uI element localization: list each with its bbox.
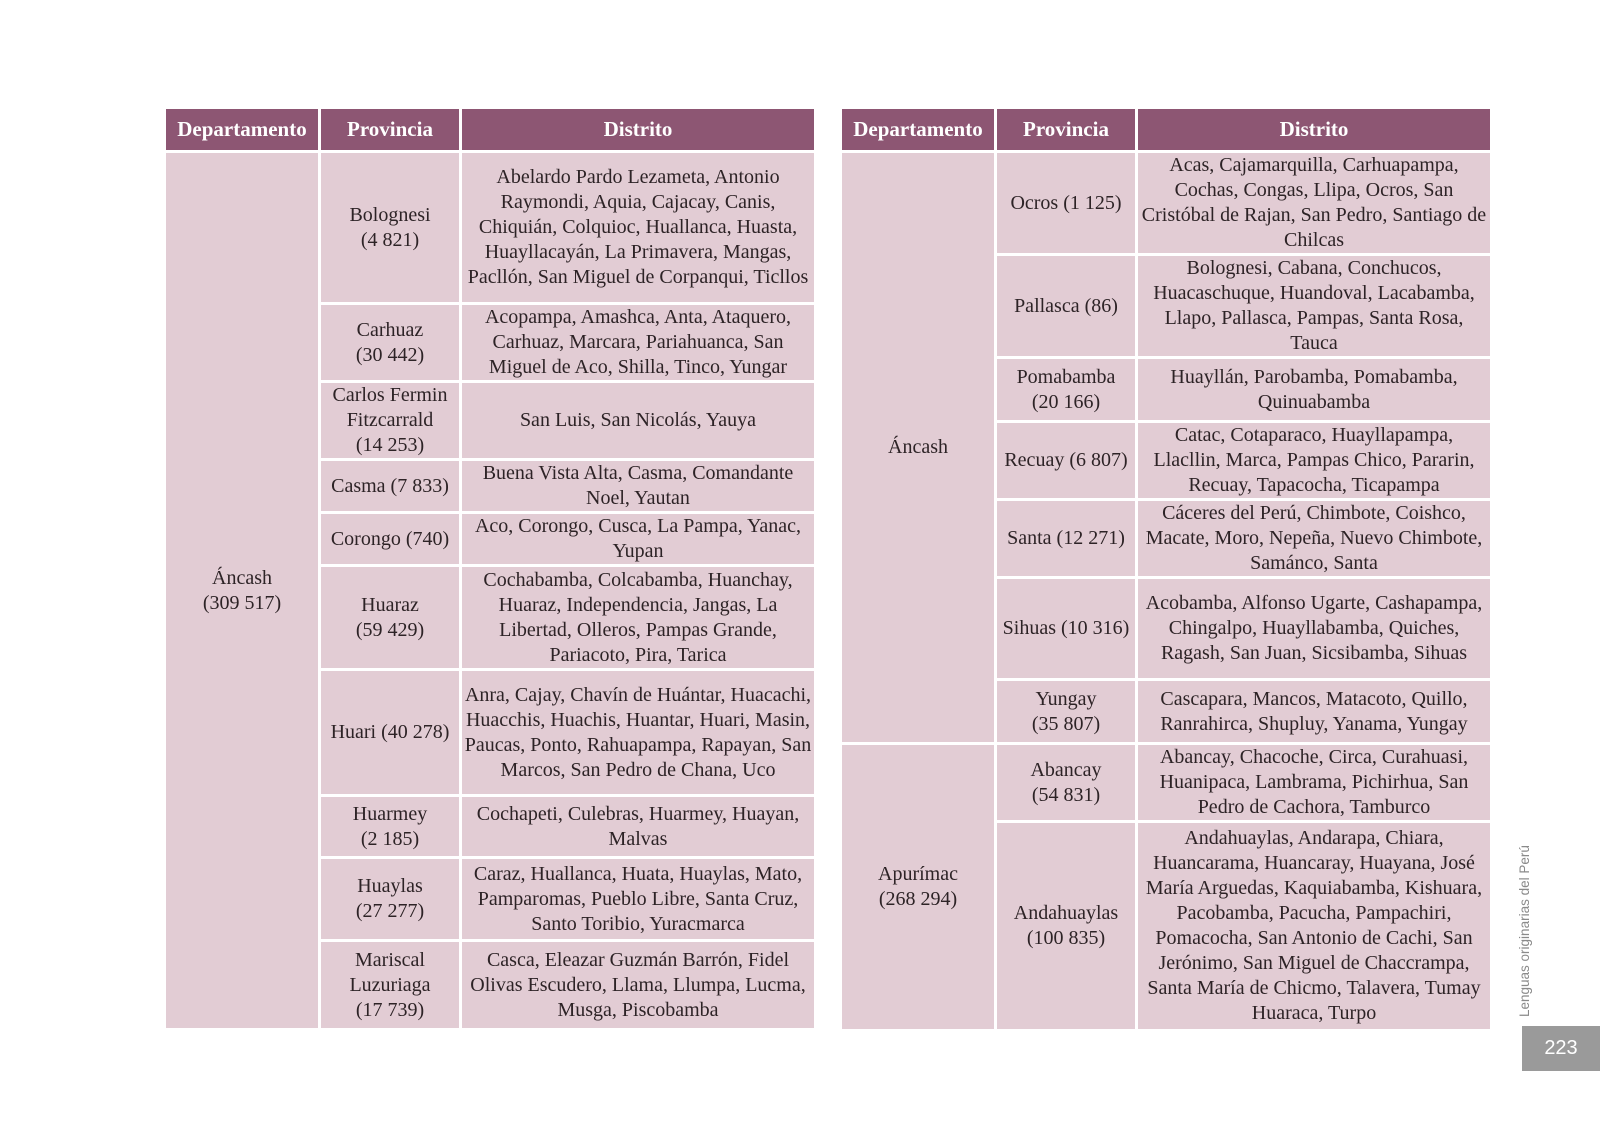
district-cell: Casca, Eleazar Guzmán Barrón, Fidel Olivas Escudero, Llama, Llumpa, Lucma, Musga, Piscobamba bbox=[461, 941, 816, 1030]
province-line: (35 807) bbox=[1031, 712, 1101, 735]
department-cell bbox=[841, 744, 996, 1031]
province-cell bbox=[996, 578, 1137, 680]
district-cell: Abelardo Pardo Lezameta, Antonio Raymondi, Aquia, Cajacay, Canis, Chiquián, Colquioc, Huallanca, Huasta, Huayllacayán, La Primavera, Mangas, Pacllón, San Miguel de Corpanqui, Ticllos bbox=[461, 152, 816, 304]
district-cell: Acas, Cajamarquilla, Carhuapampa, Cochas, Congas, Llipa, Ocros, San Cristóbal de Rajan, San Pedro, Santiago de Chilcas bbox=[1137, 152, 1492, 255]
province-cell bbox=[996, 358, 1137, 422]
province-cell bbox=[320, 796, 461, 858]
department-count: (268 294) bbox=[878, 888, 958, 910]
province-line: (54 831) bbox=[1031, 783, 1101, 806]
province-line: Pallasca (86) bbox=[1014, 294, 1118, 317]
province-line: Pomabamba bbox=[1016, 365, 1116, 388]
province-cell bbox=[996, 500, 1137, 578]
department-name: Apurímac bbox=[878, 863, 958, 885]
province-line: (4 821) bbox=[360, 228, 420, 251]
district-cell: Catac, Cotaparaco, Huayllapampa, Llacllin, Marca, Pampas Chico, Pararin, Recuay, Tapacocha, Ticapampa bbox=[1137, 422, 1492, 500]
province-cell bbox=[320, 304, 461, 382]
department-count: (309 517) bbox=[202, 591, 282, 614]
table-row bbox=[165, 152, 816, 304]
province-line: Yungay bbox=[1035, 687, 1097, 710]
header-distrito: Distrito bbox=[461, 109, 816, 152]
province-cell bbox=[320, 858, 461, 941]
district-cell: Cascapara, Mancos, Matacoto, Quillo, Ranrahirca, Shupluy, Yanama, Yungay bbox=[1137, 680, 1492, 744]
province-line: (100 835) bbox=[1026, 927, 1106, 949]
province-line: Sihuas (10 316) bbox=[1002, 617, 1130, 639]
province-line: Ocros (1 125) bbox=[1010, 191, 1122, 214]
table-row bbox=[841, 744, 1492, 822]
district-cell: Cochabamba, Colcabamba, Huanchay, Huaraz, Independencia, Jangas, La Libertad, Olleros, Pampas Grande, Pariacoto, Pira, Tarica bbox=[461, 566, 816, 670]
district-cell: Huayllán, Parobamba, Pomabamba, Quinuabamba bbox=[1137, 358, 1492, 422]
district-cell: Acobamba, Alfonso Ugarte, Cashapampa, Chingalpo, Huayllabamba, Quiches, Ragash, San Juan, Sicsibamba, Sihuas bbox=[1137, 578, 1492, 680]
department-name: Áncash bbox=[212, 566, 272, 589]
province-line: Andahuaylas bbox=[1013, 902, 1119, 924]
province-cell bbox=[320, 152, 461, 304]
province-cell bbox=[320, 670, 461, 796]
province-line: Bolognesi bbox=[349, 203, 431, 226]
district-cell: Andahuaylas, Andarapa, Chiara, Huancarama, Huancaray, Huayana, José María Arguedas, Kaquiabamba, Kishuara, Pacobamba, Pacucha, Pampachiri, Pomacocha, San Antonio de Cachi, San Jerónimo, San Miguel de Chaccrampa, Santa María de Chicmo, Talavera, Tumay Huaraca, Turpo bbox=[1137, 822, 1492, 1031]
table-header-row bbox=[165, 109, 816, 152]
district-cell: San Luis, San Nicolás, Yauya bbox=[461, 382, 816, 460]
district-cell: Aco, Corongo, Cusca, La Pampa, Yanac, Yupan bbox=[461, 513, 816, 566]
district-cell: Abancay, Chacoche, Circa, Curahuasi, Huanipaca, Lambrama, Pichirhua, San Pedro de Cachora, Tamburco bbox=[1137, 744, 1492, 822]
district-cell: Bolognesi, Cabana, Conchucos, Huacaschuque, Huandoval, Lacabamba, Llapo, Pallasca, Pampas, Santa Rosa, Tauca bbox=[1137, 255, 1492, 358]
department-name: Áncash bbox=[888, 436, 948, 458]
province-line: (27 277) bbox=[355, 900, 425, 922]
district-cell: Cáceres del Perú, Chimbote, Coishco, Macate, Moro, Nepeña, Nuevo Chimbote, Samánco, Santa bbox=[1137, 500, 1492, 578]
header-departamento: Departamento bbox=[841, 109, 996, 152]
province-line: Casma (7 833) bbox=[331, 474, 449, 497]
province-line: Carlos Fermin bbox=[332, 384, 448, 406]
header-departamento: Departamento bbox=[165, 109, 320, 152]
header-provincia: Provincia bbox=[996, 109, 1137, 152]
header-distrito: Distrito bbox=[1137, 109, 1492, 152]
district-cell: Acopampa, Amashca, Anta, Ataquero, Carhuaz, Marcara, Pariahuanca, San Miguel de Aco, Shilla, Tinco, Yungar bbox=[461, 304, 816, 382]
province-cell bbox=[320, 941, 461, 1030]
province-line: Huari (40 278) bbox=[330, 721, 450, 743]
province-cell bbox=[996, 255, 1137, 358]
province-line: Huaraz bbox=[361, 593, 419, 616]
province-line: (14 253) bbox=[355, 434, 425, 456]
province-line: Santa (12 271) bbox=[1007, 527, 1125, 549]
province-cell bbox=[996, 152, 1137, 255]
province-line: Mariscal bbox=[355, 948, 425, 971]
district-cell: Anra, Cajay, Chavín de Huántar, Huacachi, Huacchis, Huachis, Huantar, Huari, Masin, Paucas, Ponto, Rahuapampa, Rapayan, San Marcos, San Pedro de Chana, Uco bbox=[461, 670, 816, 796]
province-line: (2 185) bbox=[360, 827, 420, 850]
province-line: (17 739) bbox=[355, 998, 425, 1021]
province-line: Abancay bbox=[1030, 758, 1102, 781]
province-line: Huarmey bbox=[352, 802, 428, 825]
province-line: Corongo (740) bbox=[330, 527, 450, 550]
department-cell bbox=[165, 152, 320, 1030]
district-cell: Buena Vista Alta, Casma, Comandante Noel, Yautan bbox=[461, 460, 816, 513]
province-cell bbox=[996, 422, 1137, 500]
province-line: Recuay (6 807) bbox=[1004, 449, 1128, 471]
province-line: (20 166) bbox=[1031, 390, 1101, 413]
province-line: Huaylas bbox=[357, 875, 423, 897]
province-line: (59 429) bbox=[355, 618, 425, 641]
right-ubigeo-table bbox=[839, 109, 1493, 1032]
left-ubigeo-table bbox=[163, 109, 817, 1031]
province-cell bbox=[320, 566, 461, 670]
province-cell bbox=[996, 680, 1137, 744]
district-cell: Caraz, Huallanca, Huata, Huaylas, Mato, Pamparomas, Pueblo Libre, Santa Cruz, Santo Toribio, Yuracmarca bbox=[461, 858, 816, 941]
province-line: Luzuriaga bbox=[349, 973, 431, 996]
district-cell: Cochapeti, Culebras, Huarmey, Huayan, Malvas bbox=[461, 796, 816, 858]
province-line: Fitzcarrald bbox=[346, 409, 434, 431]
province-line: (30 442) bbox=[355, 343, 425, 366]
page-number: 223 bbox=[1522, 1026, 1600, 1071]
department-cell bbox=[841, 152, 996, 744]
table-header-row bbox=[841, 109, 1492, 152]
province-cell bbox=[320, 382, 461, 460]
table-row bbox=[841, 152, 1492, 255]
header-provincia: Provincia bbox=[320, 109, 461, 152]
book-title-caption: Lenguas originarias del Perú bbox=[1517, 845, 1532, 1017]
province-cell bbox=[996, 822, 1137, 1031]
province-cell bbox=[320, 460, 461, 513]
province-line: Carhuaz bbox=[356, 318, 424, 341]
province-cell bbox=[996, 744, 1137, 822]
province-cell bbox=[320, 513, 461, 566]
